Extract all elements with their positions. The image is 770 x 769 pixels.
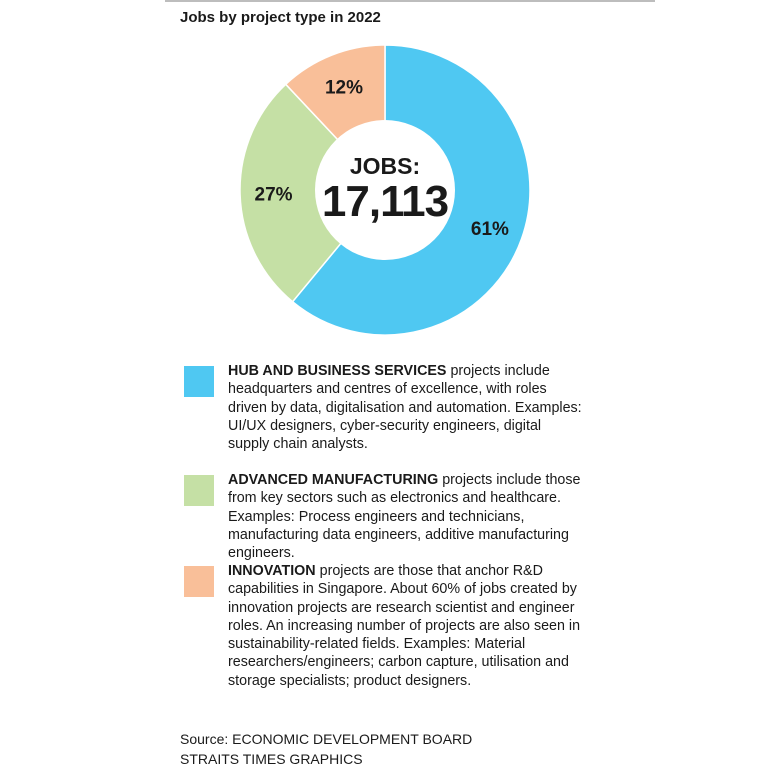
legend-desc-innovation: projects are those that anchor R&D capabilities in Singapore. About 60% of jobs created by innovation projects are research scientist and engineer roles. An increasing number of projects are also seen in sustainability-related fields. Examples: Material researchers/engineers; carbon capture, utilisation and storage specialists; product designers. [228, 563, 581, 689]
donut-chart [0, 0, 770, 360]
slice-label-innovation: 12% [324, 77, 363, 99]
slice-label-hub: 61% [470, 218, 509, 240]
chart-title: Jobs by project type in 2022 [180, 9, 381, 26]
source-note: Source: ECONOMIC DEVELOPMENT BOARD [180, 731, 473, 747]
legend-swatch-hub [184, 366, 214, 397]
legend-name-innovation: INNOVATION [228, 563, 316, 579]
legend-text-hub [228, 362, 583, 453]
legend-name-hub: HUB AND BUSINESS SERVICES [228, 363, 447, 379]
legend-desc-manufacturing: projects include those from key sectors such as electronics and healthcare. Examples: Process engineers and technicians, manufacturing data engineers, additive manufacturing engineers. [228, 472, 581, 562]
legend-name-manufacturing: ADVANCED MANUFACTURING [228, 472, 439, 488]
center-caption: JOBS: [349, 153, 421, 179]
legend-swatch-manufacturing [184, 475, 214, 506]
credit-note: STRAITS TIMES GRAPHICS [180, 751, 363, 767]
legend-swatch-innovation [184, 566, 214, 597]
slice-label-manufacturing: 27% [254, 184, 293, 206]
center-total: 17,113 [321, 177, 449, 226]
legend-text-manufacturing [228, 471, 583, 562]
legend-text-innovation [228, 562, 583, 690]
legend-desc-hub: projects include headquarters and centres of excellence, with roles driven by data, digitalisation and automation. Examples: UI/UX designers, cyber-security engineers, digital supply chain analysts. [228, 363, 582, 453]
